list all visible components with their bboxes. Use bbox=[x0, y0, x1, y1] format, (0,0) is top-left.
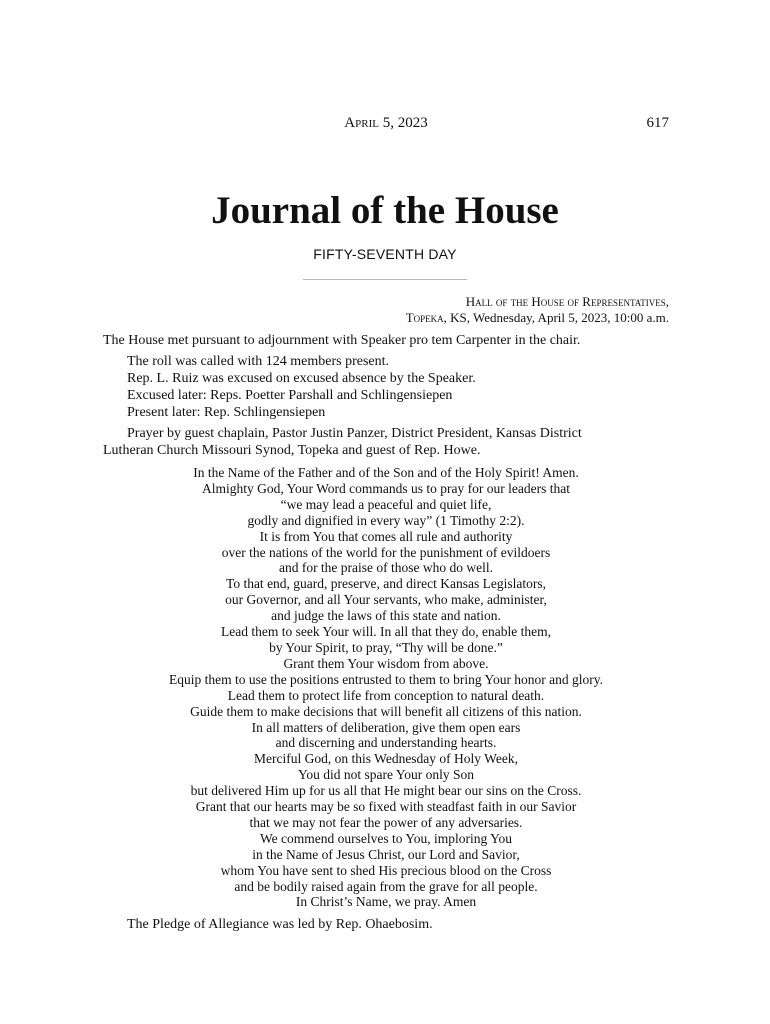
running-head bbox=[103, 115, 669, 135]
prayer-line: and for the praise of those who do well. bbox=[278, 560, 494, 576]
prayer-line: In Christ’s Name, we pray. Amen bbox=[295, 894, 477, 910]
prayer-line: Lead them to seek Your will. In all that they do, enable them, bbox=[221, 624, 551, 640]
prayer-line: that we may not fear the power of any adversaries. bbox=[249, 814, 523, 830]
prayer-line: It is from You that comes all rule and authority bbox=[259, 528, 513, 544]
location-line-2 bbox=[406, 310, 669, 326]
page-number: 617 bbox=[646, 115, 669, 131]
prayer-line: In the Name of the Father and of the Son and of the Holy Spirit! Amen. bbox=[193, 465, 579, 480]
roll-line: Present later: Rep. Schlingensiepen bbox=[127, 405, 326, 420]
location-datetime: , KS, Wednesday, April 5, 2023, 10:00 a.m. bbox=[443, 310, 669, 325]
prayer-line: over the nations of the world for the punishment of evildoers bbox=[221, 544, 551, 560]
prayer-line: by Your Spirit, to pray, “Thy will be done.” bbox=[269, 639, 503, 655]
prayer-line: Lead them to protect life from conception to natural death. bbox=[227, 687, 545, 703]
prayer-line: We commend ourselves to You, imploring You bbox=[259, 830, 513, 846]
location-line-1: Hall of the House of Representatives, bbox=[465, 294, 669, 309]
prayer-intro-line: Prayer by guest chaplain, Pastor Justin Panzer, District President, Kansas District bbox=[127, 426, 582, 441]
roll-line: The roll was called with 124 members present. bbox=[127, 354, 390, 369]
prayer-line: and be bodily raised again from the grave for all people. bbox=[234, 878, 538, 894]
location-place: Topeka bbox=[405, 310, 444, 325]
journal-date: April 5, 2023 bbox=[344, 115, 428, 131]
prayer-line: Merciful God, on this Wednesday of Holy Week, bbox=[254, 751, 518, 767]
prayer-intro-line: Lutheran Church Missouri Synod, Topeka and guest of Rep. Howe. bbox=[103, 443, 481, 458]
opening-paragraph: The House met pursuant to adjournment with Speaker pro tem Carpenter in the chair. bbox=[103, 333, 581, 348]
prayer-line: in the Name of Jesus Christ, our Lord and Savior, bbox=[252, 846, 520, 862]
prayer-line: In all matters of deliberation, give them open ears bbox=[251, 719, 521, 735]
prayer-line: Grant them Your wisdom from above. bbox=[283, 655, 489, 671]
session-location bbox=[406, 294, 669, 326]
legislative-day: FIFTY-SEVENTH DAY bbox=[313, 246, 457, 262]
prayer-line: godly and dignified in every way” (1 Timothy 2:2). bbox=[247, 512, 525, 528]
prayer-line: Grant that our hearts may be so fixed with steadfast faith in our Savior bbox=[195, 799, 577, 815]
prayer-intro bbox=[103, 425, 669, 459]
journal-title: Journal of the House bbox=[211, 189, 559, 232]
roll-line: Rep. L. Ruiz was excused on excused absence by the Speaker. bbox=[127, 371, 476, 386]
roll-line: Excused later: Reps. Poetter Parshall and Schlingensiepen bbox=[127, 388, 453, 403]
roll-call-block bbox=[103, 353, 669, 421]
prayer-line: Almighty God, Your Word commands us to pray for our leaders that bbox=[202, 480, 570, 496]
prayer-line: “we may lead a peaceful and quiet life, bbox=[280, 496, 492, 512]
prayer-line: Guide them to make decisions that will benefit all citizens of this nation. bbox=[190, 703, 582, 719]
prayer-line: but delivered Him up for us all that He might bear our sins on the Cross. bbox=[190, 783, 582, 799]
prayer-line: whom You have sent to shed His precious blood on the Cross bbox=[220, 862, 552, 878]
prayer-line: and judge the laws of this state and nation. bbox=[271, 608, 501, 624]
journal-body bbox=[103, 332, 669, 933]
prayer-line: and discerning and understanding hearts. bbox=[275, 735, 497, 751]
prayer-line: You did not spare Your only Son bbox=[297, 767, 475, 783]
prayer-line: Equip them to use the positions entrusted to them to bring Your honor and glory. bbox=[168, 671, 604, 687]
prayer-text bbox=[103, 465, 669, 910]
divider-rule bbox=[303, 279, 467, 280]
prayer-line: our Governor, and all Your servants, who make, administer, bbox=[225, 592, 547, 608]
pledge-paragraph: The Pledge of Allegiance was led by Rep. Ohaebosim. bbox=[127, 917, 433, 933]
prayer-line: To that end, guard, preserve, and direct Kansas Legislators, bbox=[226, 576, 546, 592]
